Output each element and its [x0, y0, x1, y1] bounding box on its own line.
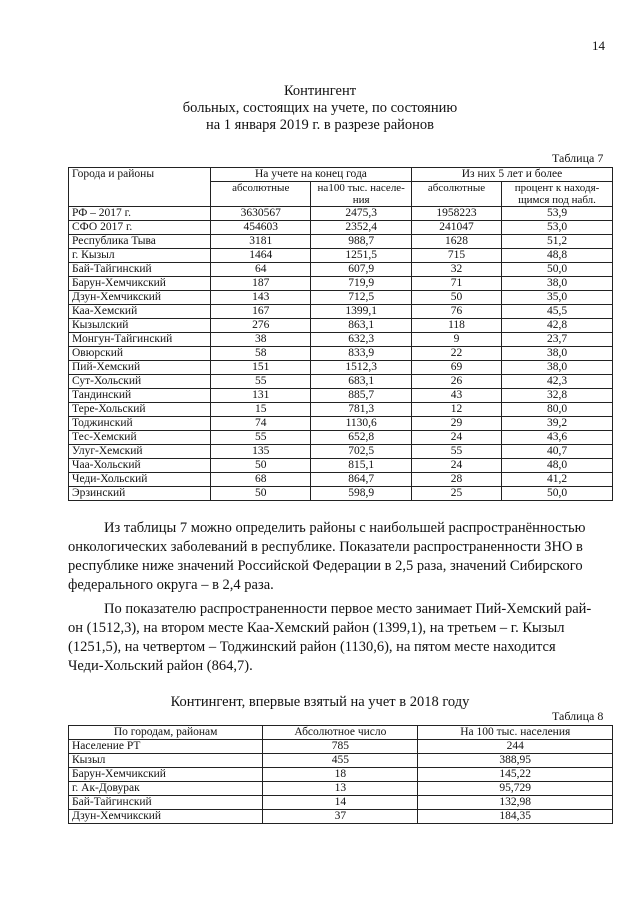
- table7-cell: 41,2: [502, 473, 613, 487]
- table7-cell: 1399,1: [311, 305, 412, 319]
- table8-cell: Бай-Тайгинский: [69, 796, 263, 810]
- table8-row: [69, 782, 613, 796]
- table7-cell: 863,1: [311, 319, 412, 333]
- table7-cell: 1251,5: [311, 249, 412, 263]
- table7-cell: Чеди-Хольский: [69, 473, 211, 487]
- table7-row: [69, 431, 613, 445]
- table8-header-per100k: На 100 тыс. населения: [418, 726, 613, 740]
- table7-cell: 48,8: [502, 249, 613, 263]
- table7-cell: 652,8: [311, 431, 412, 445]
- table7-cell: 55: [210, 375, 311, 389]
- table7-cell: Монгун-Тайгинский: [69, 333, 211, 347]
- table8-cell: 132,98: [418, 796, 613, 810]
- table7-cell: Республика Тыва: [69, 235, 211, 249]
- table7-cell: 53,9: [502, 207, 613, 221]
- table7-cell: 3181: [210, 235, 311, 249]
- title-line-1: Контингент: [283, 83, 357, 99]
- table7-row: [69, 207, 613, 221]
- table7-cell: Сут-Хольский: [69, 375, 211, 389]
- table7-header-cities: Города и районы: [69, 168, 211, 207]
- table7-cell: 719,9: [311, 277, 412, 291]
- table7-row: [69, 221, 613, 235]
- table7-cell: 50: [210, 459, 311, 473]
- table7-cell: 3630567: [210, 207, 311, 221]
- table7-cell: 864,7: [311, 473, 412, 487]
- table7-cell: 885,7: [311, 389, 412, 403]
- table7-cell: Каа-Хемский: [69, 305, 211, 319]
- table8-label: Таблица 8: [552, 709, 604, 723]
- table7-label: Таблица 7: [552, 151, 604, 165]
- table8-cell: 95,729: [418, 782, 613, 796]
- table8: [68, 725, 613, 824]
- table7-cell: 15: [210, 403, 311, 417]
- table7-cell: 25: [411, 487, 501, 501]
- table7-cell: 23,7: [502, 333, 613, 347]
- table7-cell: Барун-Хемчикский: [69, 277, 211, 291]
- paragraph-1-line: Из таблицы 7 можно определить районы с наибольшей распространённостью: [104, 520, 586, 536]
- table7-cell: 38: [210, 333, 311, 347]
- table7-cell: 815,1: [311, 459, 412, 473]
- table7-cell: 12: [411, 403, 501, 417]
- table7-cell: 55: [411, 445, 501, 459]
- table7-cell: РФ – 2017 г.: [69, 207, 211, 221]
- table8-cell: 455: [263, 754, 418, 768]
- table7-row: [69, 305, 613, 319]
- table8-cell: 388,95: [418, 754, 613, 768]
- table7-cell: 42,3: [502, 375, 613, 389]
- table7-cell: 1464: [210, 249, 311, 263]
- table8-cell: Кызыл: [69, 754, 263, 768]
- table7-cell: 118: [411, 319, 501, 333]
- page-number: 14: [592, 38, 605, 53]
- table7-cell: 2352,4: [311, 221, 412, 235]
- table8-cell: г. Ак-Довурак: [69, 782, 263, 796]
- table7-cell: 1958223: [411, 207, 501, 221]
- table8-row: [69, 796, 613, 810]
- table7-cell: 71: [411, 277, 501, 291]
- table7-header-group1: На учете на конец года: [210, 168, 411, 182]
- table7-cell: 74: [210, 417, 311, 431]
- table8-cell: 184,35: [418, 810, 613, 824]
- table7: [68, 167, 613, 501]
- table7-row: [69, 263, 613, 277]
- table7-cell: 51,2: [502, 235, 613, 249]
- table7-cell: 45,5: [502, 305, 613, 319]
- table7-cell: Тес-Хемский: [69, 431, 211, 445]
- table7-row: [69, 235, 613, 249]
- table7-cell: 988,7: [311, 235, 412, 249]
- table7-cell: 39,2: [502, 417, 613, 431]
- table7-cell: 32: [411, 263, 501, 277]
- table7-cell: 781,3: [311, 403, 412, 417]
- table7-cell: 9: [411, 333, 501, 347]
- table8-row: [69, 740, 613, 754]
- table7-cell: 43: [411, 389, 501, 403]
- table8-cell: Население РТ: [69, 740, 263, 754]
- table8-row: [69, 768, 613, 782]
- table8-row: [69, 754, 613, 768]
- table7-cell: 1628: [411, 235, 501, 249]
- table7-cell: 76: [411, 305, 501, 319]
- table7-cell: Овюрский: [69, 347, 211, 361]
- table7-row: [69, 249, 613, 263]
- table7-cell: 50: [411, 291, 501, 305]
- table8-cell: 145,22: [418, 768, 613, 782]
- table8-header-cities: По городам, районам: [69, 726, 263, 740]
- table7-cell: Дзун-Хемчикский: [69, 291, 211, 305]
- table7-cell: 38,0: [502, 347, 613, 361]
- table8-cell: 13: [263, 782, 418, 796]
- table7-header-per100k: на100 тыс. населе-ния: [311, 182, 412, 207]
- table7-cell: 50,0: [502, 263, 613, 277]
- table7-cell: 1130,6: [311, 417, 412, 431]
- table7-cell: 598,9: [311, 487, 412, 501]
- table8-cell: Дзун-Хемчикский: [69, 810, 263, 824]
- table8-cell: 785: [263, 740, 418, 754]
- paragraph-2-line: По показателю распространенности первое место занимает Пий-Хемский рай-: [104, 601, 592, 617]
- table7-cell: 135: [210, 445, 311, 459]
- title-line-2: больных, состоящих на учете, по состоянию: [182, 100, 458, 116]
- table7-row: [69, 389, 613, 403]
- table7-cell: 1512,3: [311, 361, 412, 375]
- table7-cell: 24: [411, 431, 501, 445]
- table7-cell: 715: [411, 249, 501, 263]
- paragraph-1-line: республике ниже значений Российской Федерации в 2,5 раза, значений Сибирского: [68, 558, 583, 574]
- table7-header-group2: Из них 5 лет и более: [411, 168, 612, 182]
- table7-cell: 187: [210, 277, 311, 291]
- table7-row: [69, 291, 613, 305]
- table7-header-abs1: абсолютные: [210, 182, 311, 207]
- table8-cell: 18: [263, 768, 418, 782]
- table7-cell: 35,0: [502, 291, 613, 305]
- table7-cell: 151: [210, 361, 311, 375]
- table7-cell: Тере-Хольский: [69, 403, 211, 417]
- title-line-3: на 1 января 2019 г. в разрезе районов: [205, 117, 435, 133]
- table7-cell: Улуг-Хемский: [69, 445, 211, 459]
- table7-cell: 43,6: [502, 431, 613, 445]
- table8-title: Контингент, впервые взятый на учет в 2018 году: [170, 694, 470, 710]
- table7-cell: 68: [210, 473, 311, 487]
- table8-cell: 14: [263, 796, 418, 810]
- table7-cell: 64: [210, 263, 311, 277]
- table7-row: [69, 347, 613, 361]
- table7-cell: 32,8: [502, 389, 613, 403]
- table7-cell: 53,0: [502, 221, 613, 235]
- table7-row: [69, 417, 613, 431]
- table7-row: [69, 375, 613, 389]
- table8-cell: 244: [418, 740, 613, 754]
- table7-cell: 276: [210, 319, 311, 333]
- table7-cell: 26: [411, 375, 501, 389]
- paragraph-2-line: (1251,5), на четвертом – Тоджинский район (1130,6), на пятом месте находится: [68, 639, 556, 655]
- table7-cell: г. Кызыл: [69, 249, 211, 263]
- table7-cell: 607,9: [311, 263, 412, 277]
- table8-cell: Барун-Хемчикский: [69, 768, 263, 782]
- table7-cell: 24: [411, 459, 501, 473]
- table7-cell: 167: [210, 305, 311, 319]
- table7-cell: 29: [411, 417, 501, 431]
- table7-cell: 40,7: [502, 445, 613, 459]
- table7-cell: 58: [210, 347, 311, 361]
- table7-cell: Тоджинский: [69, 417, 211, 431]
- table7-cell: 69: [411, 361, 501, 375]
- table8-cell: 37: [263, 810, 418, 824]
- paragraph-2-line: Чеди-Хольский район (864,7).: [68, 658, 253, 674]
- table7-cell: 131: [210, 389, 311, 403]
- table7-cell: 50: [210, 487, 311, 501]
- table7-cell: 454603: [210, 221, 311, 235]
- table8-row: [69, 810, 613, 824]
- table7-cell: Бай-Тайгинский: [69, 263, 211, 277]
- table7-cell: 48,0: [502, 459, 613, 473]
- table7-row: [69, 333, 613, 347]
- table7-cell: 683,1: [311, 375, 412, 389]
- table7-row: [69, 319, 613, 333]
- table7-row: [69, 487, 613, 501]
- table7-cell: 38,0: [502, 361, 613, 375]
- table7-cell: СФО 2017 г.: [69, 221, 211, 235]
- table7-cell: 2475,3: [311, 207, 412, 221]
- table7-cell: 38,0: [502, 277, 613, 291]
- table7-cell: Пий-Хемский: [69, 361, 211, 375]
- table7-row: [69, 361, 613, 375]
- table7-cell: 80,0: [502, 403, 613, 417]
- table8-header-absolute: Абсолютное число: [263, 726, 418, 740]
- table7-cell: Эрзинский: [69, 487, 211, 501]
- paragraph-2: [68, 600, 614, 676]
- table7-cell: 702,5: [311, 445, 412, 459]
- table7-cell: Тандинский: [69, 389, 211, 403]
- paragraph-1: [68, 519, 614, 595]
- table7-row: [69, 473, 613, 487]
- table7-cell: 22: [411, 347, 501, 361]
- paragraph-1-line: онкологических заболеваний в республике. Показатели распространенности ЗНО в: [68, 539, 583, 555]
- table7-cell: 42,8: [502, 319, 613, 333]
- table7-cell: 241047: [411, 221, 501, 235]
- table7-cell: 143: [210, 291, 311, 305]
- table7-cell: 55: [210, 431, 311, 445]
- paragraph-2-line: он (1512,3), на втором месте Каа-Хемский район (1399,1), на третьем – г. Кызыл: [68, 620, 565, 636]
- paragraph-1-line: федерального округа – в 2,4 раза.: [68, 577, 274, 593]
- table7-header-percent: процент к находя-щимся под набл.: [502, 182, 613, 207]
- page-title: [0, 83, 640, 134]
- table7-row: [69, 277, 613, 291]
- table7-cell: 50,0: [502, 487, 613, 501]
- table7-cell: 28: [411, 473, 501, 487]
- table7-cell: Кызылский: [69, 319, 211, 333]
- table7-row: [69, 403, 613, 417]
- table7-cell: Чаа-Хольский: [69, 459, 211, 473]
- table7-header-abs2: абсолютные: [411, 182, 501, 207]
- table7-row: [69, 445, 613, 459]
- table7-cell: 833,9: [311, 347, 412, 361]
- table7-cell: 712,5: [311, 291, 412, 305]
- table7-row: [69, 459, 613, 473]
- table7-cell: 632,3: [311, 333, 412, 347]
